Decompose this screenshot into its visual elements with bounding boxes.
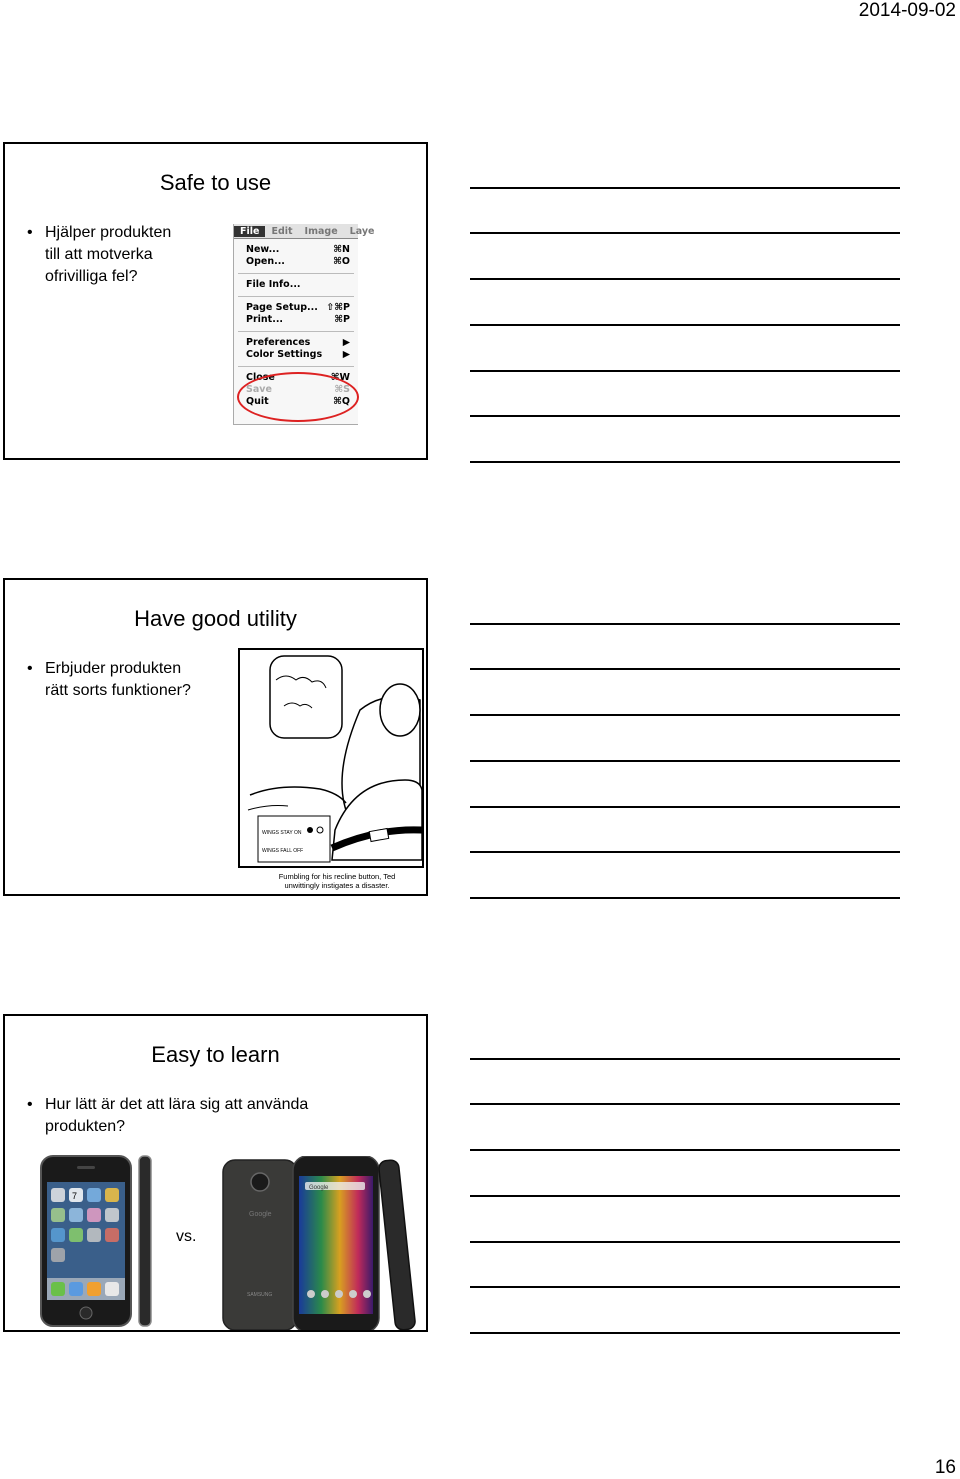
menu-bar-image: Image <box>304 225 338 237</box>
menu-bar-file: File <box>234 226 265 237</box>
note-line <box>470 1103 900 1105</box>
menu-item-quit: Quit ⌘Q <box>246 396 350 407</box>
note-line <box>470 714 900 716</box>
nexus-screen-google-search: Google <box>309 1185 329 1191</box>
note-line <box>470 187 900 189</box>
cartoon-label-wings-stay-on: WINGS STAY ON <box>262 830 302 836</box>
note-line <box>470 324 900 326</box>
menu-separator <box>238 296 354 297</box>
bullet-line: ofrivilliga fel? <box>45 268 138 285</box>
bullet-list <box>27 1094 308 1138</box>
note-line <box>470 806 900 808</box>
note-line <box>470 1058 900 1060</box>
note-line <box>470 232 900 234</box>
note-line <box>470 278 900 280</box>
bullet-item <box>27 222 171 288</box>
vs-label: vs. <box>176 1228 197 1245</box>
slide-title: Safe to use <box>159 170 272 195</box>
bullet-line: rätt sorts funktioner? <box>45 682 191 699</box>
menu-item-save: Save ⌘S <box>246 384 350 395</box>
note-line <box>470 461 900 463</box>
note-line <box>470 897 900 899</box>
menu-item-print: Print... ⌘P <box>246 314 350 325</box>
menu-separator <box>238 273 354 274</box>
menu-bar <box>234 224 375 239</box>
note-line <box>470 668 900 670</box>
menu-bar-layer: Laye <box>349 225 375 237</box>
menu-item-page-setup: Page Setup... ⇧⌘P <box>246 302 350 313</box>
menu-bar-edit: Edit <box>271 225 293 237</box>
slide-have-good-utility <box>3 578 428 896</box>
note-line <box>470 1241 900 1243</box>
menu-separator <box>238 331 354 332</box>
note-line <box>470 370 900 372</box>
bullet-line: produkten? <box>45 1118 126 1135</box>
cartoon-caption: Fumbling for his recline button, Ted unwittingly instigates a disaster. <box>278 872 396 890</box>
iphone-image <box>39 1154 159 1330</box>
menu-separator <box>238 366 354 367</box>
bullet-list <box>27 658 191 702</box>
bullet-item <box>27 658 191 702</box>
bullet-line: Hur lätt är det att lära sig att använda <box>45 1096 309 1113</box>
galaxy-nexus-image <box>221 1156 421 1332</box>
note-line <box>470 1149 900 1151</box>
page-date: 2014-09-02 <box>858 0 956 21</box>
cartoon-drawing <box>240 650 422 866</box>
slide-easy-to-learn <box>3 1014 428 1332</box>
note-line <box>470 623 900 625</box>
slide-title: Easy to learn <box>151 1042 280 1067</box>
bullet-line: Hjälper produkten <box>45 224 172 241</box>
menu-item-close: Close ⌘W <box>246 372 350 383</box>
menu-item-open: Open... ⌘O <box>246 256 350 267</box>
iphone-calendar-date: 7 <box>72 1191 78 1201</box>
menu-item-color-settings: Color Settings ▶ <box>246 349 350 360</box>
slide-safe-to-use <box>3 142 428 460</box>
bullet-line: till att motverka <box>45 246 153 263</box>
cartoon-label-wings-fall-off: WINGS FALL OFF <box>262 848 304 854</box>
note-line <box>470 1195 900 1197</box>
note-line <box>470 415 900 417</box>
airplane-cartoon <box>238 648 424 868</box>
page-number: 16 <box>934 1457 956 1478</box>
note-line <box>470 851 900 853</box>
bullet-item <box>27 1094 308 1138</box>
menu-item-preferences: Preferences ▶ <box>246 337 350 348</box>
bullet-list <box>27 222 171 288</box>
highlight-circle <box>237 372 359 422</box>
note-line <box>470 1286 900 1288</box>
note-line <box>470 1332 900 1334</box>
menu-item-new: New... ⌘N <box>246 244 350 255</box>
menu-item-file-info: File Info... <box>246 279 301 290</box>
bullet-line: Erbjuder produkten <box>45 660 182 677</box>
slide-title: Have good utility <box>134 606 297 631</box>
nexus-back-google-logo: Google <box>249 1211 272 1218</box>
nexus-back-samsung-logo: SAMSUNG <box>247 1292 273 1298</box>
note-line <box>470 760 900 762</box>
